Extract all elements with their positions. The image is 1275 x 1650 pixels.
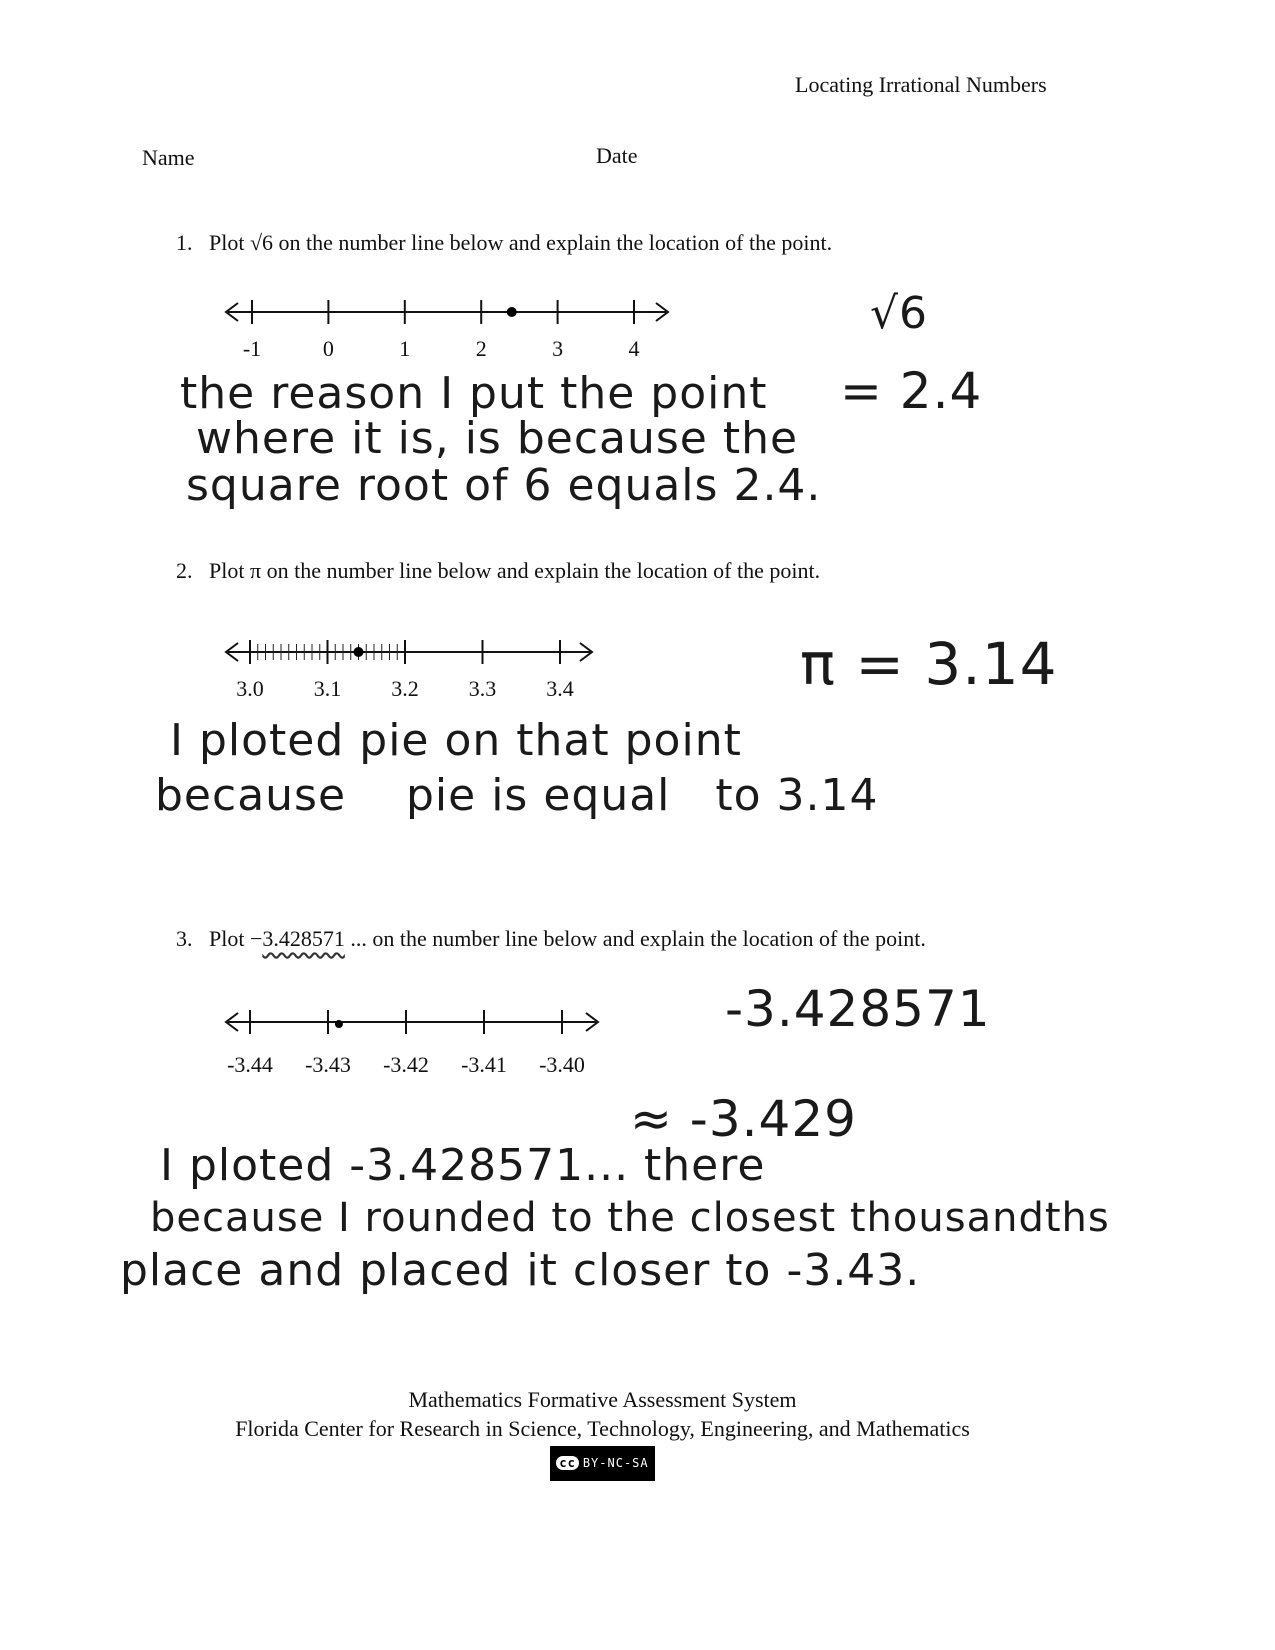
number-line-2 — [220, 630, 620, 670]
worksheet-title: Locating Irrational Numbers — [795, 72, 1047, 97]
name-label: Name — [142, 145, 195, 170]
question-number: 1. — [176, 230, 193, 255]
tick-label: -3.40 — [539, 1052, 585, 1077]
tick-label: 4 — [628, 336, 640, 361]
tick-label: -1 — [242, 336, 262, 361]
prompt-text: Plot — [209, 558, 250, 583]
tick-labels-1 — [0, 336, 700, 366]
footer — [0, 1385, 1205, 1481]
answer-line: I ploted -3.428571... there — [160, 1140, 766, 1191]
answer-line: square root of 6 equals 2.4. — [186, 460, 822, 511]
tick-label: 3.2 — [391, 676, 419, 701]
plotted-point — [354, 647, 364, 657]
prompt-text: on the number line below and explain the location of the point. — [273, 230, 833, 255]
tick-label: -3.41 — [461, 1052, 507, 1077]
number-line-3 — [220, 1000, 620, 1040]
answer-line: place and placed it closer to -3.43. — [120, 1245, 921, 1296]
prompt-text: on the number line below and explain the location of the point. — [261, 558, 821, 583]
tick-label: 2 — [475, 336, 487, 361]
tick-label: 3.3 — [468, 676, 497, 701]
side-work-sqrt: √6 — [870, 288, 929, 339]
sqrt6-symbol: √6 — [249, 230, 274, 255]
side-work-decimal: -3.428571 — [725, 980, 991, 1038]
tick-label: 0 — [322, 336, 334, 361]
license-badge — [550, 1446, 654, 1481]
side-work-pi: π = 3.14 — [800, 630, 1058, 698]
tick-label: 3.1 — [313, 676, 342, 701]
prompt-text: ... on the number line below and explain the location of the point. — [344, 926, 926, 951]
prompt-text: Plot — [209, 230, 250, 255]
question-1-prompt — [176, 230, 832, 256]
side-work-value: = 2.4 — [840, 362, 983, 420]
answer-line: the reason I put the point — [180, 368, 768, 419]
footer-line-2: Florida Center for Research in Science, Technology, Engineering, and Mathematics — [235, 1416, 970, 1441]
footer-line-1: Mathematics Formative Assessment System — [408, 1387, 797, 1412]
answer-line: because I rounded to the closest thousandths — [150, 1195, 1110, 1241]
side-work-rounded: ≈ -3.429 — [630, 1090, 857, 1148]
license-text: BY-NC-SA — [582, 1456, 649, 1470]
decimal-value: 3.428571 — [262, 926, 345, 951]
answer-line: where it is, is because the — [196, 413, 799, 464]
plotted-point — [335, 1020, 343, 1028]
cc-icon: cc — [556, 1456, 578, 1470]
tick-label: 1 — [399, 336, 411, 361]
tick-label: -3.42 — [383, 1052, 429, 1077]
pi-symbol: π — [249, 558, 262, 583]
tick-labels-3 — [0, 1052, 700, 1082]
tick-label: 3 — [552, 336, 564, 361]
prompt-text: Plot − — [209, 926, 263, 951]
plotted-point — [507, 307, 517, 317]
tick-label: -3.43 — [305, 1052, 351, 1077]
tick-label: -3.44 — [227, 1052, 273, 1077]
tick-label: 3.4 — [546, 676, 574, 701]
question-2-prompt — [176, 558, 820, 584]
question-number: 3. — [176, 926, 193, 951]
number-line-1 — [220, 290, 680, 330]
question-3-prompt — [176, 926, 926, 952]
tick-labels-2 — [0, 676, 700, 706]
date-label: Date — [596, 143, 638, 168]
question-number: 2. — [176, 558, 193, 583]
tick-label: 3.0 — [236, 676, 264, 701]
answer-line: because pie is equal to 3.14 — [155, 770, 879, 821]
answer-line: I ploted pie on that point — [170, 715, 742, 766]
